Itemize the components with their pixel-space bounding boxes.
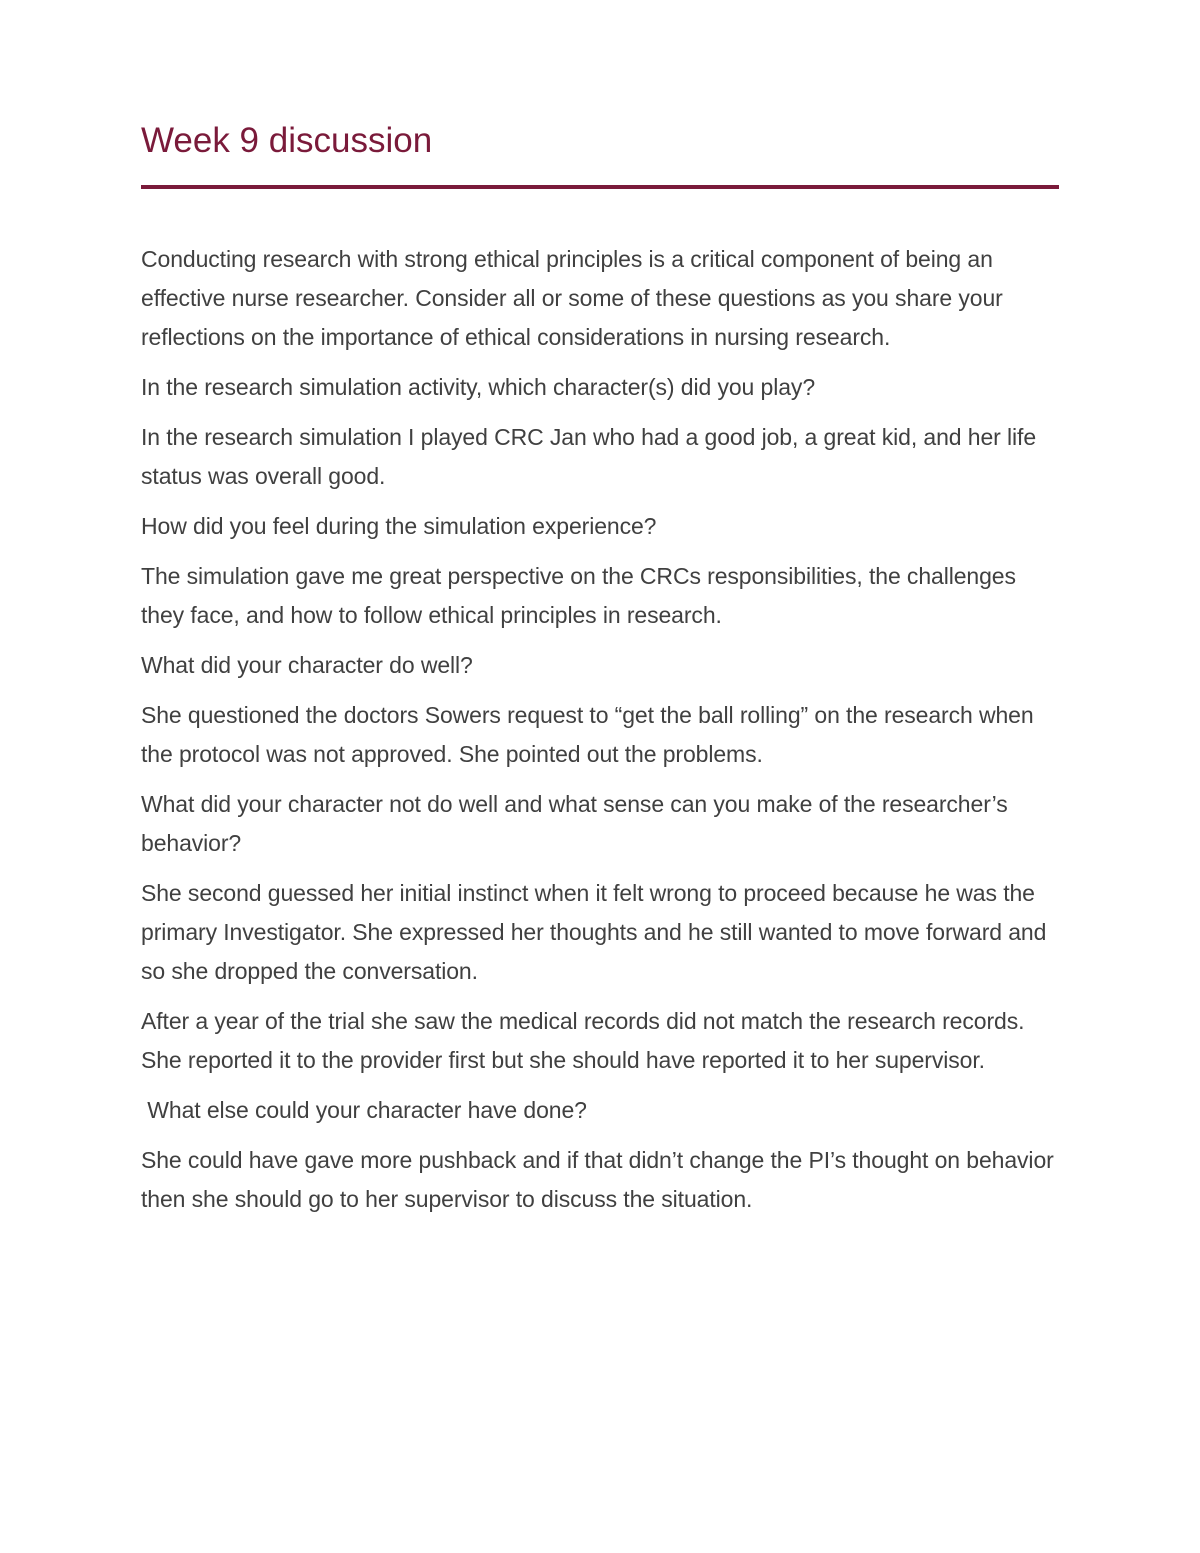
question-paragraph: What else could your character have done? bbox=[141, 1097, 587, 1123]
title-divider bbox=[141, 185, 1059, 189]
answer-paragraph: The simulation gave me great perspective on the CRCs responsibilities, the challenges they face, and how to follow ethical principles in research. bbox=[141, 563, 1016, 628]
answer-paragraph: She could have gave more pushback and if that didn’t change the PI’s thought on behavior then she should go to her supervisor to discuss the situation. bbox=[141, 1147, 1054, 1212]
answer-paragraph: She questioned the doctors Sowers request to “get the ball rolling” on the research when the protocol was not approved. She pointed out the problems. bbox=[141, 702, 1034, 767]
answer-paragraph: In the research simulation I played CRC Jan who had a good job, a great kid, and her life status was overall good. bbox=[141, 424, 1037, 489]
question-paragraph: What did your character not do well and what sense can you make of the researcher’s behavior? bbox=[141, 791, 1008, 856]
answer-paragraph: After a year of the trial she saw the medical records did not match the research records. She reported it to the provider first but she should have reported it to her supervisor. bbox=[141, 1008, 1025, 1073]
page-title: Week 9 discussion bbox=[141, 121, 433, 160]
document-body bbox=[141, 240, 1061, 1230]
intro-paragraph: Conducting research with strong ethical principles is a critical component of being an effective nurse researcher. Consider all or some of these questions as you share your reflections on the importance of ethical considerations in nursing research. bbox=[141, 246, 1003, 350]
answer-paragraph: She second guessed her initial instinct when it felt wrong to proceed because he was the primary Investigator. She expressed her thoughts and he still wanted to move forward and so she dropped the conversation. bbox=[141, 880, 1047, 984]
question-paragraph: How did you feel during the simulation experience? bbox=[141, 513, 657, 539]
question-paragraph: In the research simulation activity, which character(s) did you play? bbox=[141, 374, 816, 400]
question-paragraph: What did your character do well? bbox=[141, 652, 473, 678]
